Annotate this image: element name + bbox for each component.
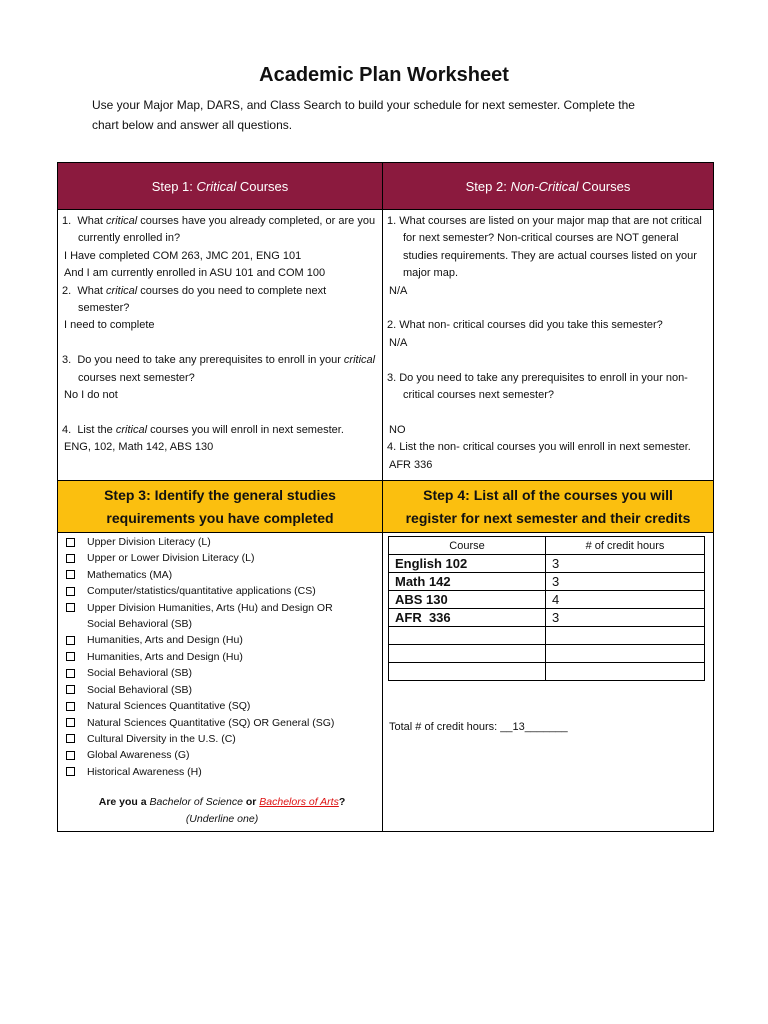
step1-header-suffix: Courses xyxy=(236,178,289,194)
step1-answer-1b: And I am currently enrolled in ASU 101 and COM 100 xyxy=(64,267,326,280)
step2-question-3: 3. Do you need to take any prerequisites to enroll in your non- critical courses next semester? xyxy=(387,371,688,402)
step2-body xyxy=(383,210,714,481)
gs-item[interactable]: Social Behavioral (SB) xyxy=(66,665,378,681)
gs-item[interactable]: Upper Division Literacy (L) xyxy=(66,534,378,550)
step1-header-emph: Critical xyxy=(196,178,237,194)
gs-item[interactable]: Global Awareness (G) xyxy=(66,747,378,763)
checkbox[interactable] xyxy=(66,652,75,661)
checkbox[interactable] xyxy=(66,538,75,547)
checkbox[interactable] xyxy=(66,636,75,645)
gs-item[interactable]: Humanities, Arts and Design (Hu) xyxy=(66,649,378,665)
checkbox[interactable] xyxy=(66,685,75,694)
credits-table xyxy=(388,536,705,681)
gs-item[interactable]: Cultural Diversity in the U.S. (C) xyxy=(66,731,378,747)
step2-answer-4: AFR 336 xyxy=(389,458,433,471)
table-row xyxy=(389,555,705,573)
step3-header-line-1: Step 3: Identify the general studies xyxy=(104,486,336,503)
total-credit-hours: Total # of credit hours: __13_______ xyxy=(389,721,568,734)
instructions-line-1: Use your Major Map, DARS, and Class Search to build your schedule for next semester. Complete the xyxy=(92,98,635,112)
page-title: Academic Plan Worksheet xyxy=(259,64,509,86)
underline-note: (Underline one) xyxy=(185,812,259,825)
table-row xyxy=(389,663,705,681)
gs-item[interactable]: Natural Sciences Quantitative (SQ) OR General (SG) xyxy=(66,715,378,731)
table-row xyxy=(389,627,705,645)
checkbox[interactable] xyxy=(66,669,75,678)
gs-item[interactable]: Humanities, Arts and Design (Hu) xyxy=(66,632,378,648)
gs-item[interactable]: Natural Sciences Quantitative (SQ) xyxy=(66,698,378,714)
table-row xyxy=(389,609,705,627)
step4-header xyxy=(383,481,714,533)
step2-header-prefix: Step 2: xyxy=(465,178,511,194)
course-cell[interactable]: AFR 336 xyxy=(389,609,546,627)
step1-header-prefix: Step 1: xyxy=(151,178,197,194)
gs-item[interactable]: Social Behavioral (SB) xyxy=(66,682,378,698)
bachelor-of-science-option[interactable]: Bachelor of Science xyxy=(149,796,243,809)
course-cell[interactable] xyxy=(389,645,546,663)
step1-question-3: 3. Do you need to take any prerequisites to enroll in your critical courses next semester? xyxy=(62,354,376,384)
step1-answer-3: No I do not xyxy=(64,389,118,402)
course-cell[interactable] xyxy=(389,627,546,645)
step1-question-2: 2. What critical courses do you need to complete next semester? xyxy=(62,284,327,315)
instructions-line-2: chart below and answer all questions. xyxy=(92,118,293,132)
course-cell[interactable]: Math 142 xyxy=(389,573,546,591)
step4-header-line-1: Step 4: List all of the courses you will xyxy=(423,486,673,503)
checkbox[interactable] xyxy=(66,767,75,776)
step1-header xyxy=(58,163,383,210)
credits-cell[interactable]: 4 xyxy=(546,591,705,609)
checkbox[interactable] xyxy=(66,603,75,612)
gs-item[interactable]: Mathematics (MA) xyxy=(66,567,378,583)
step2-answer-3: NO xyxy=(389,423,406,436)
instructions xyxy=(92,95,692,135)
table-row xyxy=(389,645,705,663)
gs-item[interactable]: Computer/statistics/quantitative applications (CS) xyxy=(66,583,378,599)
step1-answer-1a: I Have completed COM 263, JMC 201, ENG 101 xyxy=(64,249,302,262)
step3-body xyxy=(58,533,383,832)
gs-item[interactable]: Upper Division Humanities, Arts (Hu) and Design OR xyxy=(66,600,378,616)
table-row xyxy=(389,591,705,609)
gs-item-continuation: Social Behavioral (SB) xyxy=(87,618,193,631)
step1-question-1: 1. What critical courses have you already completed, or are you currently enrolled in? xyxy=(62,215,376,245)
degree-question: Are you a Bachelor of Science or Bachelors of Arts? xyxy=(98,796,346,809)
step3-header-line-2: requirements you have completed xyxy=(106,509,334,526)
step4-body xyxy=(383,533,714,832)
gs-item[interactable]: Upper or Lower Division Literacy (L) xyxy=(66,550,378,566)
step4-header-line-2: register for next semester and their credits xyxy=(405,509,691,526)
step3-header xyxy=(58,481,383,533)
credits-column-header: # of credit hours xyxy=(546,537,705,555)
step2-answer-2: N/A xyxy=(389,336,408,349)
step2-header xyxy=(383,163,714,210)
checkbox[interactable] xyxy=(66,702,75,711)
bachelors-of-arts-option[interactable]: Bachelors of Arts xyxy=(259,796,339,809)
course-cell[interactable]: ABS 130 xyxy=(389,591,546,609)
step2-question-2: 2. What non- critical courses did you take this semester? xyxy=(387,319,663,332)
checkbox[interactable] xyxy=(66,570,75,579)
credits-cell[interactable]: 3 xyxy=(546,609,705,627)
checkbox[interactable] xyxy=(66,587,75,596)
step1-question-4: 4. List the critical courses you will enroll in next semester. xyxy=(62,423,344,436)
gs-item[interactable]: Historical Awareness (H) xyxy=(66,764,378,780)
step2-answer-1: N/A xyxy=(389,284,408,297)
credits-cell[interactable] xyxy=(546,663,705,681)
step2-question-4: 4. List the non- critical courses you will enroll in next semester. xyxy=(387,441,691,454)
course-cell[interactable]: English 102 xyxy=(389,555,546,573)
table-row xyxy=(389,573,705,591)
credits-cell[interactable] xyxy=(546,645,705,663)
step2-header-emph: Non-Critical xyxy=(510,178,579,194)
checkbox[interactable] xyxy=(66,734,75,743)
step1-answer-4: ENG, 102, Math 142, ABS 130 xyxy=(64,441,214,454)
course-column-header: Course xyxy=(389,537,546,555)
course-cell[interactable] xyxy=(389,663,546,681)
step1-answer-2: I need to complete xyxy=(64,319,155,332)
step2-header-suffix: Courses xyxy=(578,178,631,194)
step1-body xyxy=(58,210,383,481)
step2-question-1: 1. What courses are listed on your major map that are not critical for next semester? Non-critical courses are NOT general studies requirements. They are actual courses listed on your major map. xyxy=(387,215,702,280)
credits-cell[interactable]: 3 xyxy=(546,555,705,573)
checkbox[interactable] xyxy=(66,554,75,563)
credits-cell[interactable]: 3 xyxy=(546,573,705,591)
worksheet-table xyxy=(57,162,714,832)
credits-cell[interactable] xyxy=(546,627,705,645)
checkbox[interactable] xyxy=(66,751,75,760)
checkbox[interactable] xyxy=(66,718,75,727)
